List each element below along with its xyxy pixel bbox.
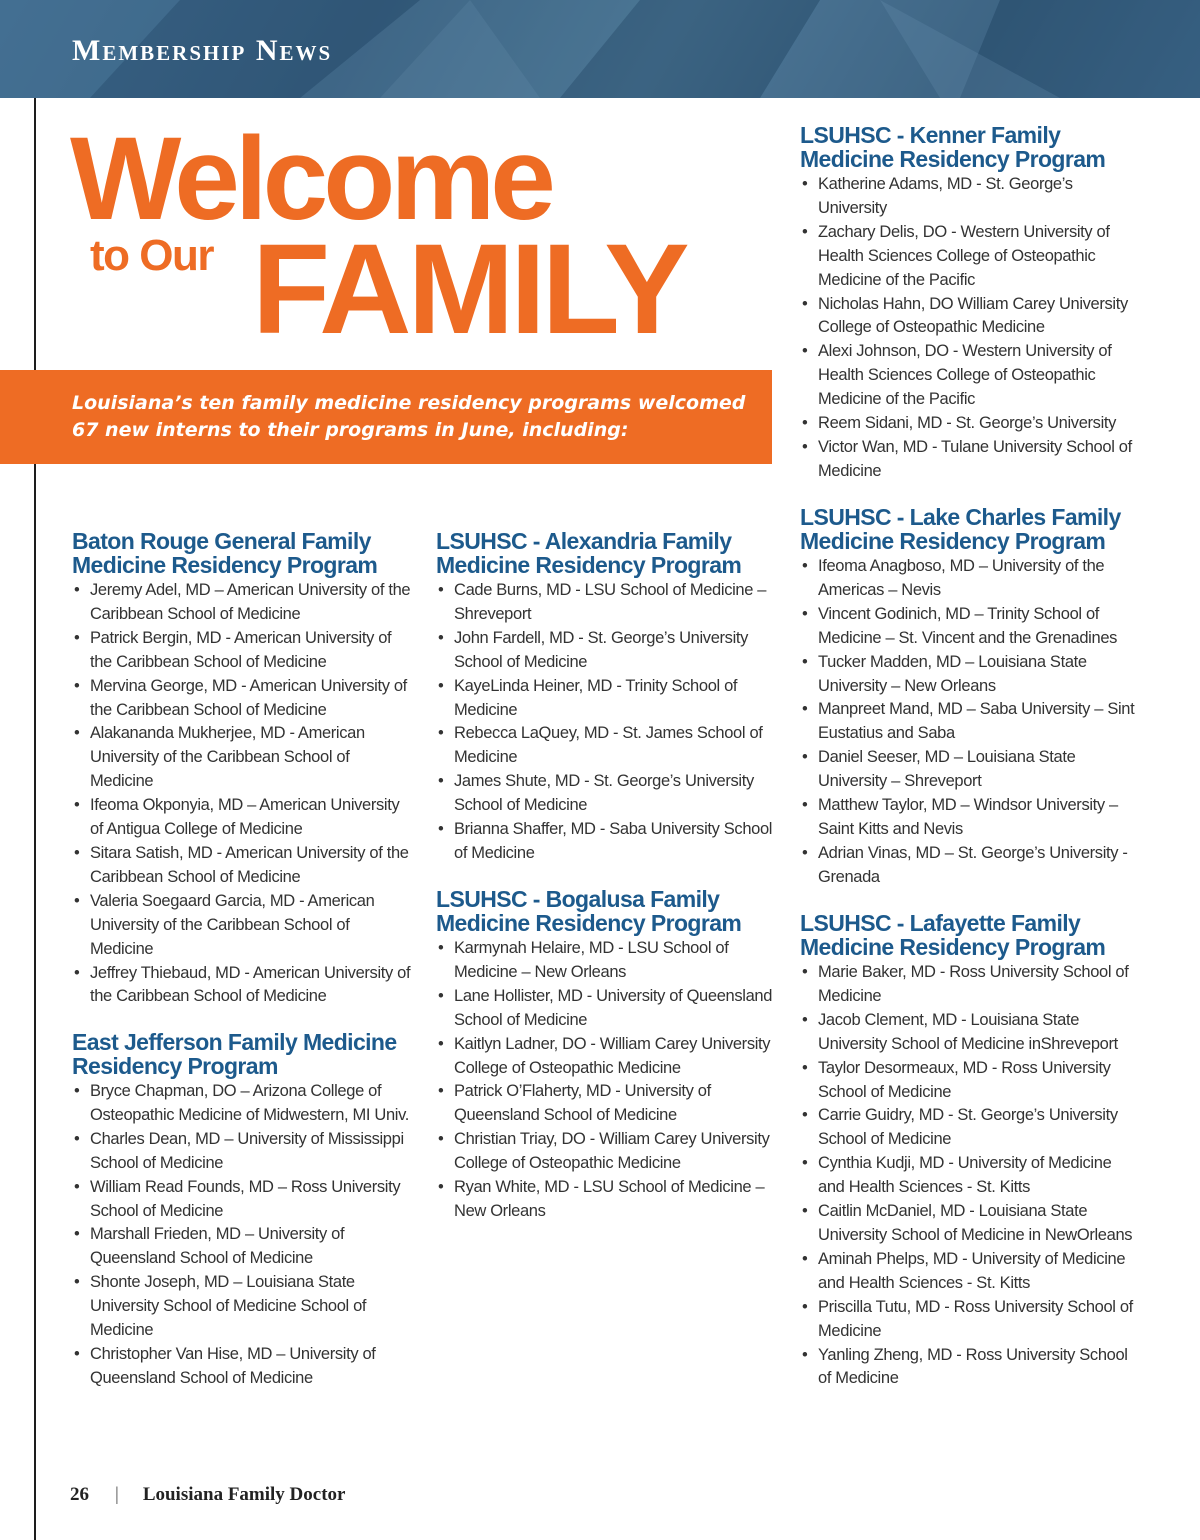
intern-list-item: • Jacob Clement, MD - Louisiana State University School of Medicine inShreveport [800, 1009, 1140, 1057]
intern-list-item: • KayeLinda Heiner, MD - Trinity School of Medicine [436, 675, 776, 723]
page-number: 26 [70, 1484, 89, 1505]
intern-list-item: • Priscilla Tutu, MD - Ross University School of Medicine [800, 1296, 1140, 1344]
intern-list-item: • Cade Burns, MD - LSU School of Medicine – Shreveport [436, 579, 776, 627]
intern-list [72, 579, 412, 1009]
intern-list-item: • Aminah Phelps, MD - University of Medicine and Health Sciences - St. Kitts [800, 1248, 1140, 1296]
intern-list-item: • Marshall Frieden, MD – University of Queensland School of Medicine [72, 1223, 412, 1271]
intern-list-item: • Jeffrey Thiebaud, MD - American University of the Caribbean School of Medicine [72, 962, 412, 1010]
intern-list-item: • Alakananda Mukherjee, MD - American University of the Caribbean School of Medicine [72, 722, 412, 794]
program-east-jefferson [72, 1030, 412, 1391]
footer-separator: | [115, 1484, 119, 1505]
intern-list [800, 555, 1140, 890]
intern-list-item: • Ryan White, MD - LSU School of Medicine – New Orleans [436, 1176, 776, 1224]
intern-list-item: • Ifeoma Okponyia, MD – American University of Antigua College of Medicine [72, 794, 412, 842]
intern-list-item: • Jeremy Adel, MD – American University of the Caribbean School of Medicine [72, 579, 412, 627]
intern-list [72, 1080, 412, 1391]
headline-to-our: to Our [90, 231, 213, 280]
intern-list-item: • Karmynah Helaire, MD - LSU School of Medicine – New Orleans [436, 937, 776, 985]
intern-list-item: • Rebecca LaQuey, MD - St. James School of Medicine [436, 722, 776, 770]
intern-list-item: • Christopher Van Hise, MD – University of Queensland School of Medicine [72, 1343, 412, 1391]
intern-list-item: • Patrick O’Flaherty, MD - University of Queensland School of Medicine [436, 1080, 776, 1128]
publication-name: Louisiana Family Doctor [142, 1484, 346, 1505]
intern-list-item: • Marie Baker, MD - Ross University School of Medicine [800, 961, 1140, 1009]
intern-list-item: • Charles Dean, MD – University of Mississippi School of Medicine [72, 1128, 412, 1176]
intern-list-item: • Nicholas Hahn, DO William Carey University College of Osteopathic Medicine [800, 293, 1140, 341]
intern-list-item: • Carrie Guidry, MD - St. George’s University School of Medicine [800, 1104, 1140, 1152]
intern-list-item: • Tucker Madden, MD – Louisiana State University – New Orleans [800, 651, 1140, 699]
program-heading: LSUHSC - Bogalusa Family Medicine Residency Program [436, 886, 742, 936]
intern-list-item: • Bryce Chapman, DO – Arizona College of Osteopathic Medicine of Midwestern, MI Univ. [72, 1080, 412, 1128]
intern-list-item: • Brianna Shaffer, MD - Saba University School of Medicine [436, 818, 776, 866]
intern-list-item: • Cynthia Kudji, MD - University of Medicine and Health Sciences - St. Kitts [800, 1152, 1140, 1200]
intern-list-item: • Victor Wan, MD - Tulane University School of Medicine [800, 436, 1140, 484]
intern-list-item: • Caitlin McDaniel, MD - Louisiana State University School of Medicine in NewOrleans [800, 1200, 1140, 1248]
section-title: Membership News [72, 34, 333, 67]
intro-text: Louisiana’s ten family medicine residency programs welcomed 67 new interns to their programs in June, including: [72, 392, 746, 441]
headline-family: FAMILY [252, 218, 686, 361]
program-bogalusa [436, 887, 776, 1224]
intern-list-item: • Sitara Satish, MD - American University of the Caribbean School of Medicine [72, 842, 412, 890]
header-band [0, 0, 1200, 98]
intern-list-item: • Kaitlyn Ladner, DO - William Carey University College of Osteopathic Medicine [436, 1033, 776, 1081]
intern-list-item: • Katherine Adams, MD - St. George’s University [800, 173, 1140, 221]
intern-list-item: • Matthew Taylor, MD – Windsor University – Saint Kitts and Nevis [800, 794, 1140, 842]
intern-list-item: • Vincent Godinich, MD – Trinity School of Medicine – St. Vincent and the Grenadines [800, 603, 1140, 651]
intern-list-item: • Lane Hollister, MD - University of Queensland School of Medicine [436, 985, 776, 1033]
intern-list-item: • Reem Sidani, MD - St. George’s University [800, 412, 1140, 436]
intern-list [800, 961, 1140, 1391]
intern-list-item: • Yanling Zheng, MD - Ross University School of Medicine [800, 1344, 1140, 1392]
intern-list-item: • Daniel Seeser, MD – Louisiana State University – Shreveport [800, 746, 1140, 794]
intern-list-item: • Valeria Soegaard Garcia, MD - American University of the Caribbean School of Medicine [72, 890, 412, 962]
left-margin-rule [34, 98, 36, 1540]
intern-list-item: • Shonte Joseph, MD – Louisiana State University School of Medicine School of Medicine [72, 1271, 412, 1343]
intern-list [436, 579, 776, 866]
intern-list-item: • Alexi Johnson, DO - Western University of Health Sciences College of Osteopathic Medicine of the Pacific [800, 340, 1140, 412]
program-alexandria [436, 529, 776, 866]
intern-list-item: • Zachary Delis, DO - Western University of Health Sciences College of Osteopathic Medicine of the Pacific [800, 221, 1140, 293]
program-kenner [800, 123, 1140, 484]
intern-list-item: • Ifeoma Anagboso, MD – University of the Americas – Nevis [800, 555, 1140, 603]
intern-list [436, 937, 776, 1224]
intern-list-item: • Mervina George, MD - American University of the Caribbean School of Medicine [72, 675, 412, 723]
intern-list-item: • John Fardell, MD - St. George’s University School of Medicine [436, 627, 776, 675]
page-footer [70, 1484, 345, 1506]
intern-list [800, 173, 1140, 484]
intern-list-item: • Taylor Desormeaux, MD - Ross University School of Medicine [800, 1057, 1140, 1105]
program-lake-charles [800, 505, 1140, 890]
intern-list-item: • Manpreet Mand, MD – Saba University – Sint Eustatius and Saba [800, 698, 1140, 746]
intern-list-item: • Patrick Bergin, MD - American University of the Caribbean School of Medicine [72, 627, 412, 675]
program-heading: LSUHSC - Alexandria Family Medicine Residency Program [436, 528, 742, 578]
program-heading: East Jefferson Family Medicine Residency Program [72, 1029, 397, 1079]
intern-list-item: • Christian Triay, DO - William Carey University College of Osteopathic Medicine [436, 1128, 776, 1176]
intern-list-item: • Adrian Vinas, MD – St. George’s University - Grenada [800, 842, 1140, 890]
program-heading: LSUHSC - Lafayette Family Medicine Residency Program [800, 910, 1106, 960]
program-heading: LSUHSC - Kenner Family Medicine Residency Program [800, 122, 1106, 172]
program-heading: LSUHSC - Lake Charles Family Medicine Residency Program [800, 504, 1121, 554]
headline-welcome: Welcome [70, 113, 551, 245]
intern-list-item: • James Shute, MD - St. George’s University School of Medicine [436, 770, 776, 818]
program-heading: Baton Rouge General Family Medicine Residency Program [72, 528, 378, 578]
intern-list-item: • William Read Founds, MD – Ross University School of Medicine [72, 1176, 412, 1224]
program-baton-rouge [72, 529, 412, 1009]
program-lafayette [800, 911, 1140, 1391]
